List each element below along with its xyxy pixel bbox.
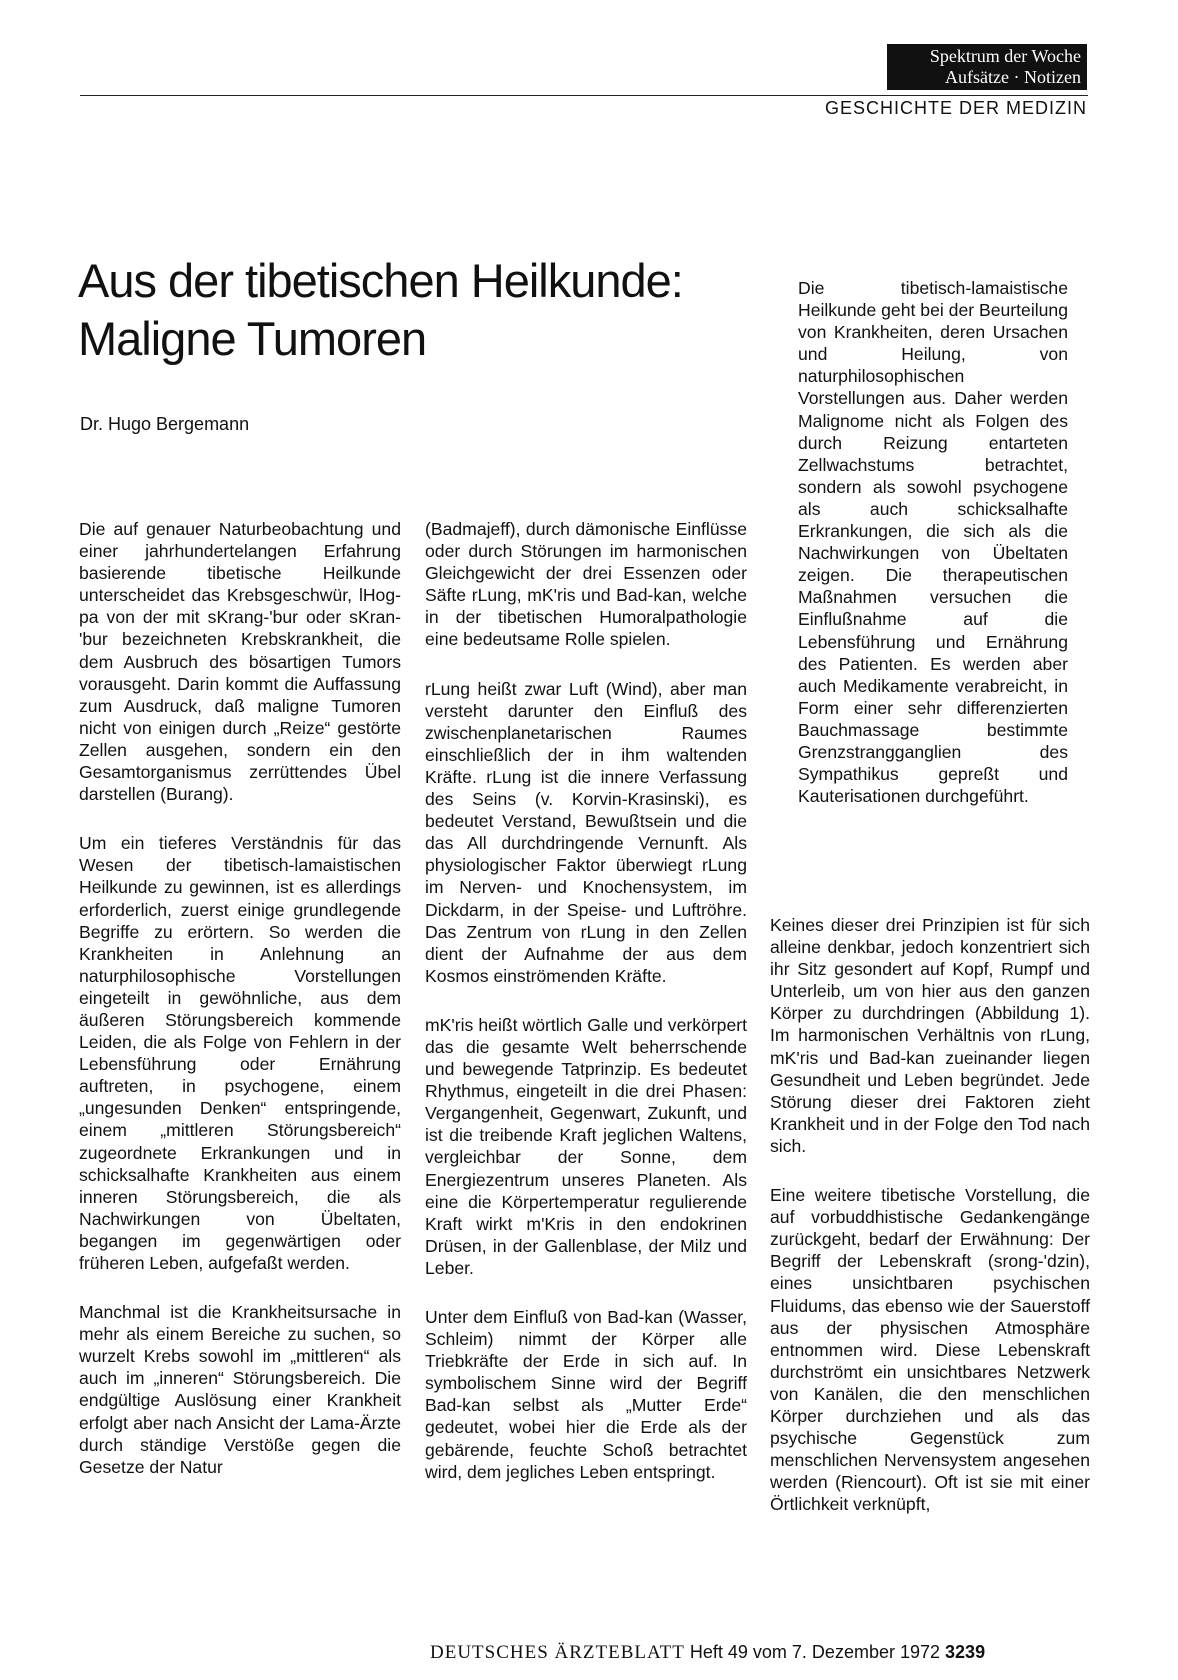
journal-name: DEUTSCHES ÄRZTEBLATT [430, 1642, 685, 1663]
section-label: GESCHICHTE DER MEDIZIN [824, 98, 1087, 118]
paragraph: Manchmal ist die Krankheitsursache in mehr als einem Bereiche zu suchen, so wurzelt Krebs sowohl im „mittleren“ als auch im „inneren“ Störungsbereich. Die endgültige Auslösung einer Krankheit erfolgt aber nach Ansicht der Lama-Ärzte durch ständige Verstöße gegen die Gesetze der Natur [79, 1302, 401, 1477]
article-title [78, 252, 758, 368]
paragraph: rLung heißt zwar Luft (Wind), aber man versteht darunter den Einfluß des zwischenplanetarischen Raumes einschließlich der in ihm waltenden Kräfte. rLung ist die innere Verfassung des Seins (v. Korvin-Krasinski), es bedeutet Verstand, Bewußtsein und die das All durchdringende Vernunft. Als physiologischer Faktor überwiegt rLung im Nerven- und Knochensystem, im Dickdarm, in der Speise- und Luftröhre. Das Zentrum von rLung in den Zellen dient der Aufnahme der aus dem Kosmos einströmenden Kräfte. [425, 678, 747, 986]
paragraph: Unter dem Einfluß von Bad-kan (Wasser, Schleim) nimmt der Körper alle Triebkräfte der Erde in sich auf. In symbolischem Sinne wird der Begriff Bad-kan selbst als „Mutter Erde“ gedeutet, wobei hier die Erde als der gebärende, feuchte Schoß betrachtet wird, dem jegliches Leben entspringt. [425, 1307, 747, 1482]
paragraph: (Badmajeff), durch dämonische Einflüsse oder durch Störungen im harmonischen Gleichgewicht der drei Essenzen oder Säfte rLung, mK'ris und Bad-kan, welche in der tibetischen Humoralpathologie eine bedeutsame Rolle spielen. [425, 519, 747, 650]
paragraph: Eine weitere tibetische Vorstellung, die auf vorbuddhistische Gedankengänge zurückgeht, bedarf der Erwähnung: Der Begriff der Lebenskraft (srong-'dzin), eines unsichtbaren psychischen Fluidums, das ebenso wie der Sauerstoff aus der physischen Atmosphäre entnommen wird. Diese Lebenskraft durchströmt ein unsichtbares Netzwerk von Kanälen, die den menschlichen Körper durchziehen und als das psychische Gegenstück zum menschlichen Nervensystem angesehen werden (Riencourt). Oft ist sie mit einer Örtlichkeit verknüpft, [770, 1185, 1090, 1515]
header-divider [80, 95, 1088, 96]
paragraph: mK'ris heißt wörtlich Galle und verkörpert das die gesamte Welt beherrschende und bewegende Tatprinzip. Es bedeutet Rhythmus, eingeteilt in die drei Phasen: Vergangenheit, Gegenwart, Zukunft, und ist die treibende Kraft jeglichen Waltens, vergleichbar der Sonne, dem Energiezentrum unseres Planeten. Als eine die Körpertemperatur regulierende Kraft wirkt m'Kris in den endokrinen Drüsen, in der Gallenblase, der Milz und Leber. [425, 1014, 747, 1278]
title-line-1: Aus der tibetischen Heilkunde: [78, 254, 683, 307]
body-column-3 [770, 914, 1090, 1515]
paragraph: Die auf genauer Naturbeobachtung und einer jahrhundertelangen Erfahrung basierende tibetische Heilkunde unterscheidet das Krebsgeschwür, lHog-pa von der mit sKrang-'bur oder sKran-'bur bezeichneten Krebskrankheit, die dem Ausbruch des bösartigen Tumors vorausgeht. Darin kommt die Auffassung zum Ausdruck, daß maligne Tumoren nicht von einigen durch „Reize“ gestörte Zellen ausgehen, sondern ein den Gesamtorganismus zerrüttendes Übel darstellen (Burang). [79, 519, 401, 805]
body-column-2 [425, 518, 747, 1483]
body-column-1 [79, 518, 401, 1478]
section-badge [887, 44, 1087, 90]
page-number: 3239 [945, 1642, 986, 1662]
title-line-2: Maligne Tumoren [78, 312, 427, 365]
paragraph: Um ein tieferes Verständnis für das Wesen der tibetisch-lamaistischen Heilkunde zu gewinnen, ist es allerdings erforderlich, zuerst einige grundlegende Begriffe zu erörtern. So werden die Krankheiten in Anlehnung an naturphilosophische Vorstellungen eingeteilt in gewöhnliche, aus dem äußeren Störungsbereich kommende Leiden, die als Folge von Fehlern in der Lebensführung oder Ernährung auftreten, in psychogene, einem „ungesunden Denken“ entspringende, einem „mittleren Störungsbereich“ zugeordnete Erkrankungen und in schicksalhafte Krankheiten aus einem inneren Störungsbereich, die als Nachwirkungen von Übeltaten, begangen im gegenwärtigen oder früheren Leben, aufgefaßt werden. [79, 833, 401, 1273]
issue-info: Heft 49 vom 7. Dezember 1972 [689, 1642, 941, 1662]
paragraph: Keines dieser drei Prinzipien ist für sich alleine denkbar, jedoch konzentriert sich ihr Sitz gesondert auf Kopf, Rumpf und Unterleib, um von hier aus den ganzen Körper zu durchdringen (Abbildung 1). Im harmonischen Verhältnis von rLung, mK'ris und Bad-kan zueinander liegen Gesundheit und Leben begründet. Jede Störung dieser drei Faktoren zieht Krankheit und in der Folge den Tod nach sich. [770, 915, 1090, 1156]
page-footer [430, 1642, 985, 1664]
article-author: Dr. Hugo Bergemann [80, 414, 250, 434]
badge-line-1: Spektrum der Woche [929, 46, 1081, 66]
badge-line-2: Aufsätze · Notizen [945, 67, 1081, 87]
intro-paragraph: Die tibetisch-lamaistische Heilkunde geht bei der Beurteilung von Krankheiten, deren Ursachen und Heilung, von naturphilosophischen Vorstellungen aus. Daher werden Malignome nicht als Folgen des durch Reizung entarteten Zellwachstums betrachtet, sondern als sowohl psychogene als auch schicksalhafte Erkrankungen, die sich als die Nachwirkungen von Übeltaten zeigen. Die therapeutischen Maßnahmen versuchen die Einflußnahme auf die Lebensführung und Ernährung des Patienten. Es werden aber auch Medikamente verabreicht, in Form einer sehr differenzierten Bauchmassage bestimmte Grenzstrangganglien des Sympathikus gepreßt und Kauterisationen durchgeführt. [798, 278, 1068, 807]
intro-abstract [798, 277, 1068, 807]
